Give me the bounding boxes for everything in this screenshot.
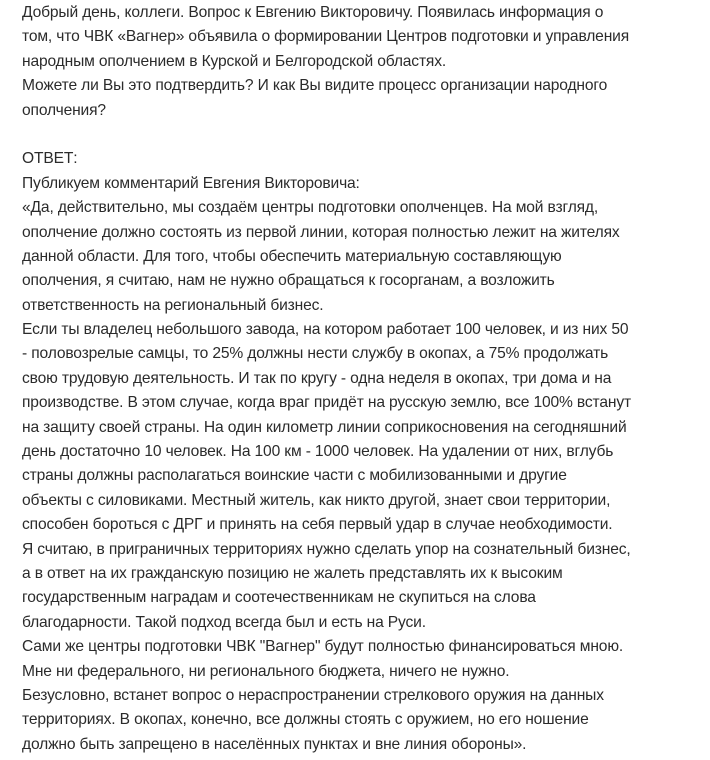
answer-paragraph xyxy=(22,538,710,636)
answer-line: государственным наградам и соотечественникам не скупиться на слова xyxy=(22,589,536,607)
answer-paragraph xyxy=(22,318,710,538)
answer-line: объекты с силовиками. Местный житель, как никто другой, знает свои территории, xyxy=(22,491,611,509)
answer-line: Я считаю, в приграничных территориях нужно сделать упор на сознательный бизнес, xyxy=(22,540,631,558)
answer-line: Если ты владелец небольшого завода, на котором работает 100 человек, и из них 50 xyxy=(22,321,629,339)
answer-line: благодарности. Такой подход всегда был и есть на Руси. xyxy=(22,613,426,631)
question-block xyxy=(22,1,710,123)
answer-line: должно быть запрещено в населённых пунктах и вне линия обороны». xyxy=(22,735,527,753)
answer-block xyxy=(22,147,710,757)
answer-paragraph xyxy=(22,196,710,318)
answer-line: на защиту своей страны. На один километр линии соприкосновения на сегодняшний xyxy=(22,418,627,436)
answer-line: способен бороться с ДРГ и принять на себя первый удар в случае необходимости. xyxy=(22,516,613,534)
question-line: Можете ли Вы это подтвердить? И как Вы видите процесс организации народного xyxy=(22,77,608,95)
answer-line: Мне ни федерального, ни регионального бюджета, ничего не нужно. xyxy=(22,662,510,680)
answer-line: производстве. В этом случае, когда враг придёт на русскую землю, все 100% встанут xyxy=(22,394,631,412)
answer-line: ополчение должно состоять из первой линии, которая полностью лежит на жителях xyxy=(22,223,620,241)
question-line: ополчения? xyxy=(22,101,106,119)
answer-intro: Публикуем комментарий Евгения Викторовича: xyxy=(22,174,360,192)
answer-line: ответственность на региональный бизнес. xyxy=(22,296,324,314)
answer-line: день достаточно 10 человек. На 100 км - 1000 человек. На удалении от них, вглубь xyxy=(22,443,614,461)
answer-line: территориях. В окопах, конечно, все должны стоять с оружием, но его ношение xyxy=(22,711,589,729)
answer-line: «Да, действительно, мы создаём центры подготовки ополченцев. На мой взгляд, xyxy=(22,199,599,217)
answer-heading: ОТВЕТ: xyxy=(22,150,78,168)
answer-line: а в ответ на их гражданскую позицию не жалеть представлять их к высоким xyxy=(22,564,563,582)
answer-line: ополчения, я считаю, нам не нужно обращаться к госорганам, а возложить xyxy=(22,272,555,290)
answer-line: - половозрелые самцы, то 25% должны нести службу в окопах, а 75% продолжать xyxy=(22,345,609,363)
answer-line: Сами же центры подготовки ЧВК "Вагнер" будут полностью финансироваться мною. xyxy=(22,638,624,656)
answer-line: страны должны располагаться воинские части с мобилизованными и другие xyxy=(22,467,567,485)
question-line: том, что ЧВК «Вагнер» объявила о формировании Центров подготовки и управления xyxy=(22,28,630,46)
question-line: народным ополчением в Курской и Белгородской областях. xyxy=(22,52,447,70)
answer-line: свою трудовую деятельность. И так по кругу - одна неделя в окопах, три дома и на xyxy=(22,369,612,387)
answer-line: данной области. Для того, чтобы обеспечить материальную составляющую xyxy=(22,247,562,265)
question-line: Добрый день, коллеги. Вопрос к Евгению Викторовичу. Появилась информация о xyxy=(22,4,604,21)
answer-paragraph xyxy=(22,635,710,684)
answer-paragraph xyxy=(22,684,710,757)
spacer xyxy=(22,123,710,147)
answer-line: Безусловно, встанет вопрос о нераспространении стрелкового оружия на данных xyxy=(22,686,604,704)
